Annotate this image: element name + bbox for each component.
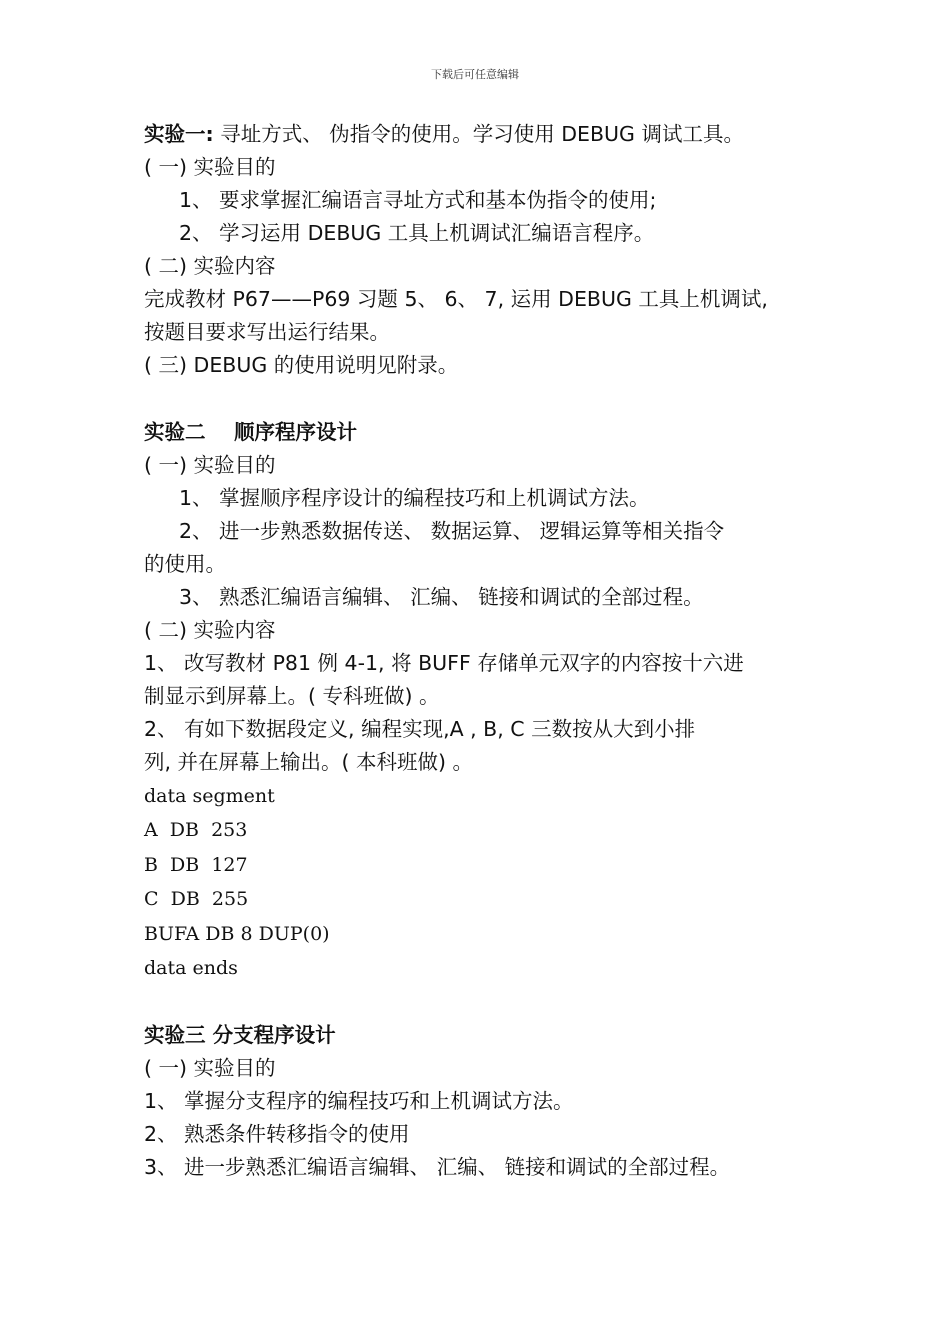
- exp1-content-line-2: 按题目要求写出运行结果。: [144, 320, 390, 344]
- experiment-3: [144, 1019, 814, 1184]
- exp2-purpose-item-2-line-2: 的使用。: [144, 552, 226, 576]
- code-line: BUFA DB 8 DUP(0): [144, 922, 330, 945]
- exp1-purpose-item-2: 2、 学习运用 DEBUG 工具上机调试汇编语言程序。: [179, 221, 655, 245]
- exp1-title: [144, 118, 814, 151]
- exp3-purpose-item-3: 3、 进一步熟悉汇编语言编辑、 汇编、 链接和调试的全部过程。: [144, 1155, 731, 1180]
- exp1-content-line-1: 完成教材 P67——P69 习题 5、 6、 7, 运用 DEBUG 工具上机调试,: [144, 287, 768, 311]
- exp2-code-block: [144, 779, 814, 985]
- exp3-purpose-item-1: 1、 掌握分支程序的编程技巧和上机调试方法。: [144, 1089, 574, 1114]
- exp1-purpose-item-1: 1、 要求掌握汇编语言寻址方式和基本伪指令的使用;: [179, 188, 657, 212]
- exp3-title: 实验三 分支程序设计: [144, 1023, 336, 1048]
- experiment-2: [144, 416, 814, 985]
- exp1-section-purpose: ( 一) 实验目的: [144, 155, 276, 179]
- code-line: data segment: [144, 785, 275, 807]
- code-line: C DB 255: [144, 888, 249, 911]
- exp3-section-purpose: ( 一) 实验目的: [144, 1056, 276, 1081]
- exp2-purpose-item-1: 1、 掌握顺序程序设计的编程技巧和上机调试方法。: [179, 486, 650, 510]
- document-body: [144, 118, 814, 1184]
- exp3-purpose-item-2: 2、 熟悉条件转移指令的使用: [144, 1122, 410, 1147]
- exp2-section-purpose: ( 一) 实验目的: [144, 453, 276, 477]
- exp1-title-label: 实验一:: [144, 122, 214, 146]
- exp2-task-2-line-2: 列, 并在屏幕上输出。( 本科班做) 。: [144, 750, 474, 774]
- exp2-task-1-line-2: 制显示到屏幕上。( 专科班做) 。: [144, 684, 440, 708]
- page-header-note: 下载后可任意编辑: [431, 68, 519, 81]
- exp2-task-1-line-1: 1、 改写教材 P81 例 4-1, 将 BUFF 存储单元双字的内容按十六进: [144, 651, 744, 675]
- code-line: B DB 127: [144, 853, 248, 876]
- exp1-section-content: ( 二) 实验内容: [144, 254, 276, 278]
- code-line: A DB 253: [144, 819, 248, 842]
- exp2-purpose-item-3: 3、 熟悉汇编语言编辑、 汇编、 链接和调试的全部过程。: [179, 585, 704, 609]
- experiment-1: [144, 118, 814, 382]
- exp1-section-debug: ( 三) DEBUG 的使用说明见附录。: [144, 353, 459, 377]
- exp2-task-2-line-1: 2、 有如下数据段定义, 编程实现,A , B, C 三数按从大到小排: [144, 717, 696, 741]
- exp1-title-text: 寻址方式、 伪指令的使用。学习使用 DEBUG 调试工具。: [213, 122, 744, 146]
- exp2-purpose-item-2-line-1: 2、 进一步熟悉数据传送、 数据运算、 逻辑运算等相关指令: [179, 519, 725, 543]
- code-line: data ends: [144, 957, 238, 980]
- exp2-section-content: ( 二) 实验内容: [144, 618, 276, 642]
- exp2-title: 实验二 顺序程序设计: [144, 420, 358, 444]
